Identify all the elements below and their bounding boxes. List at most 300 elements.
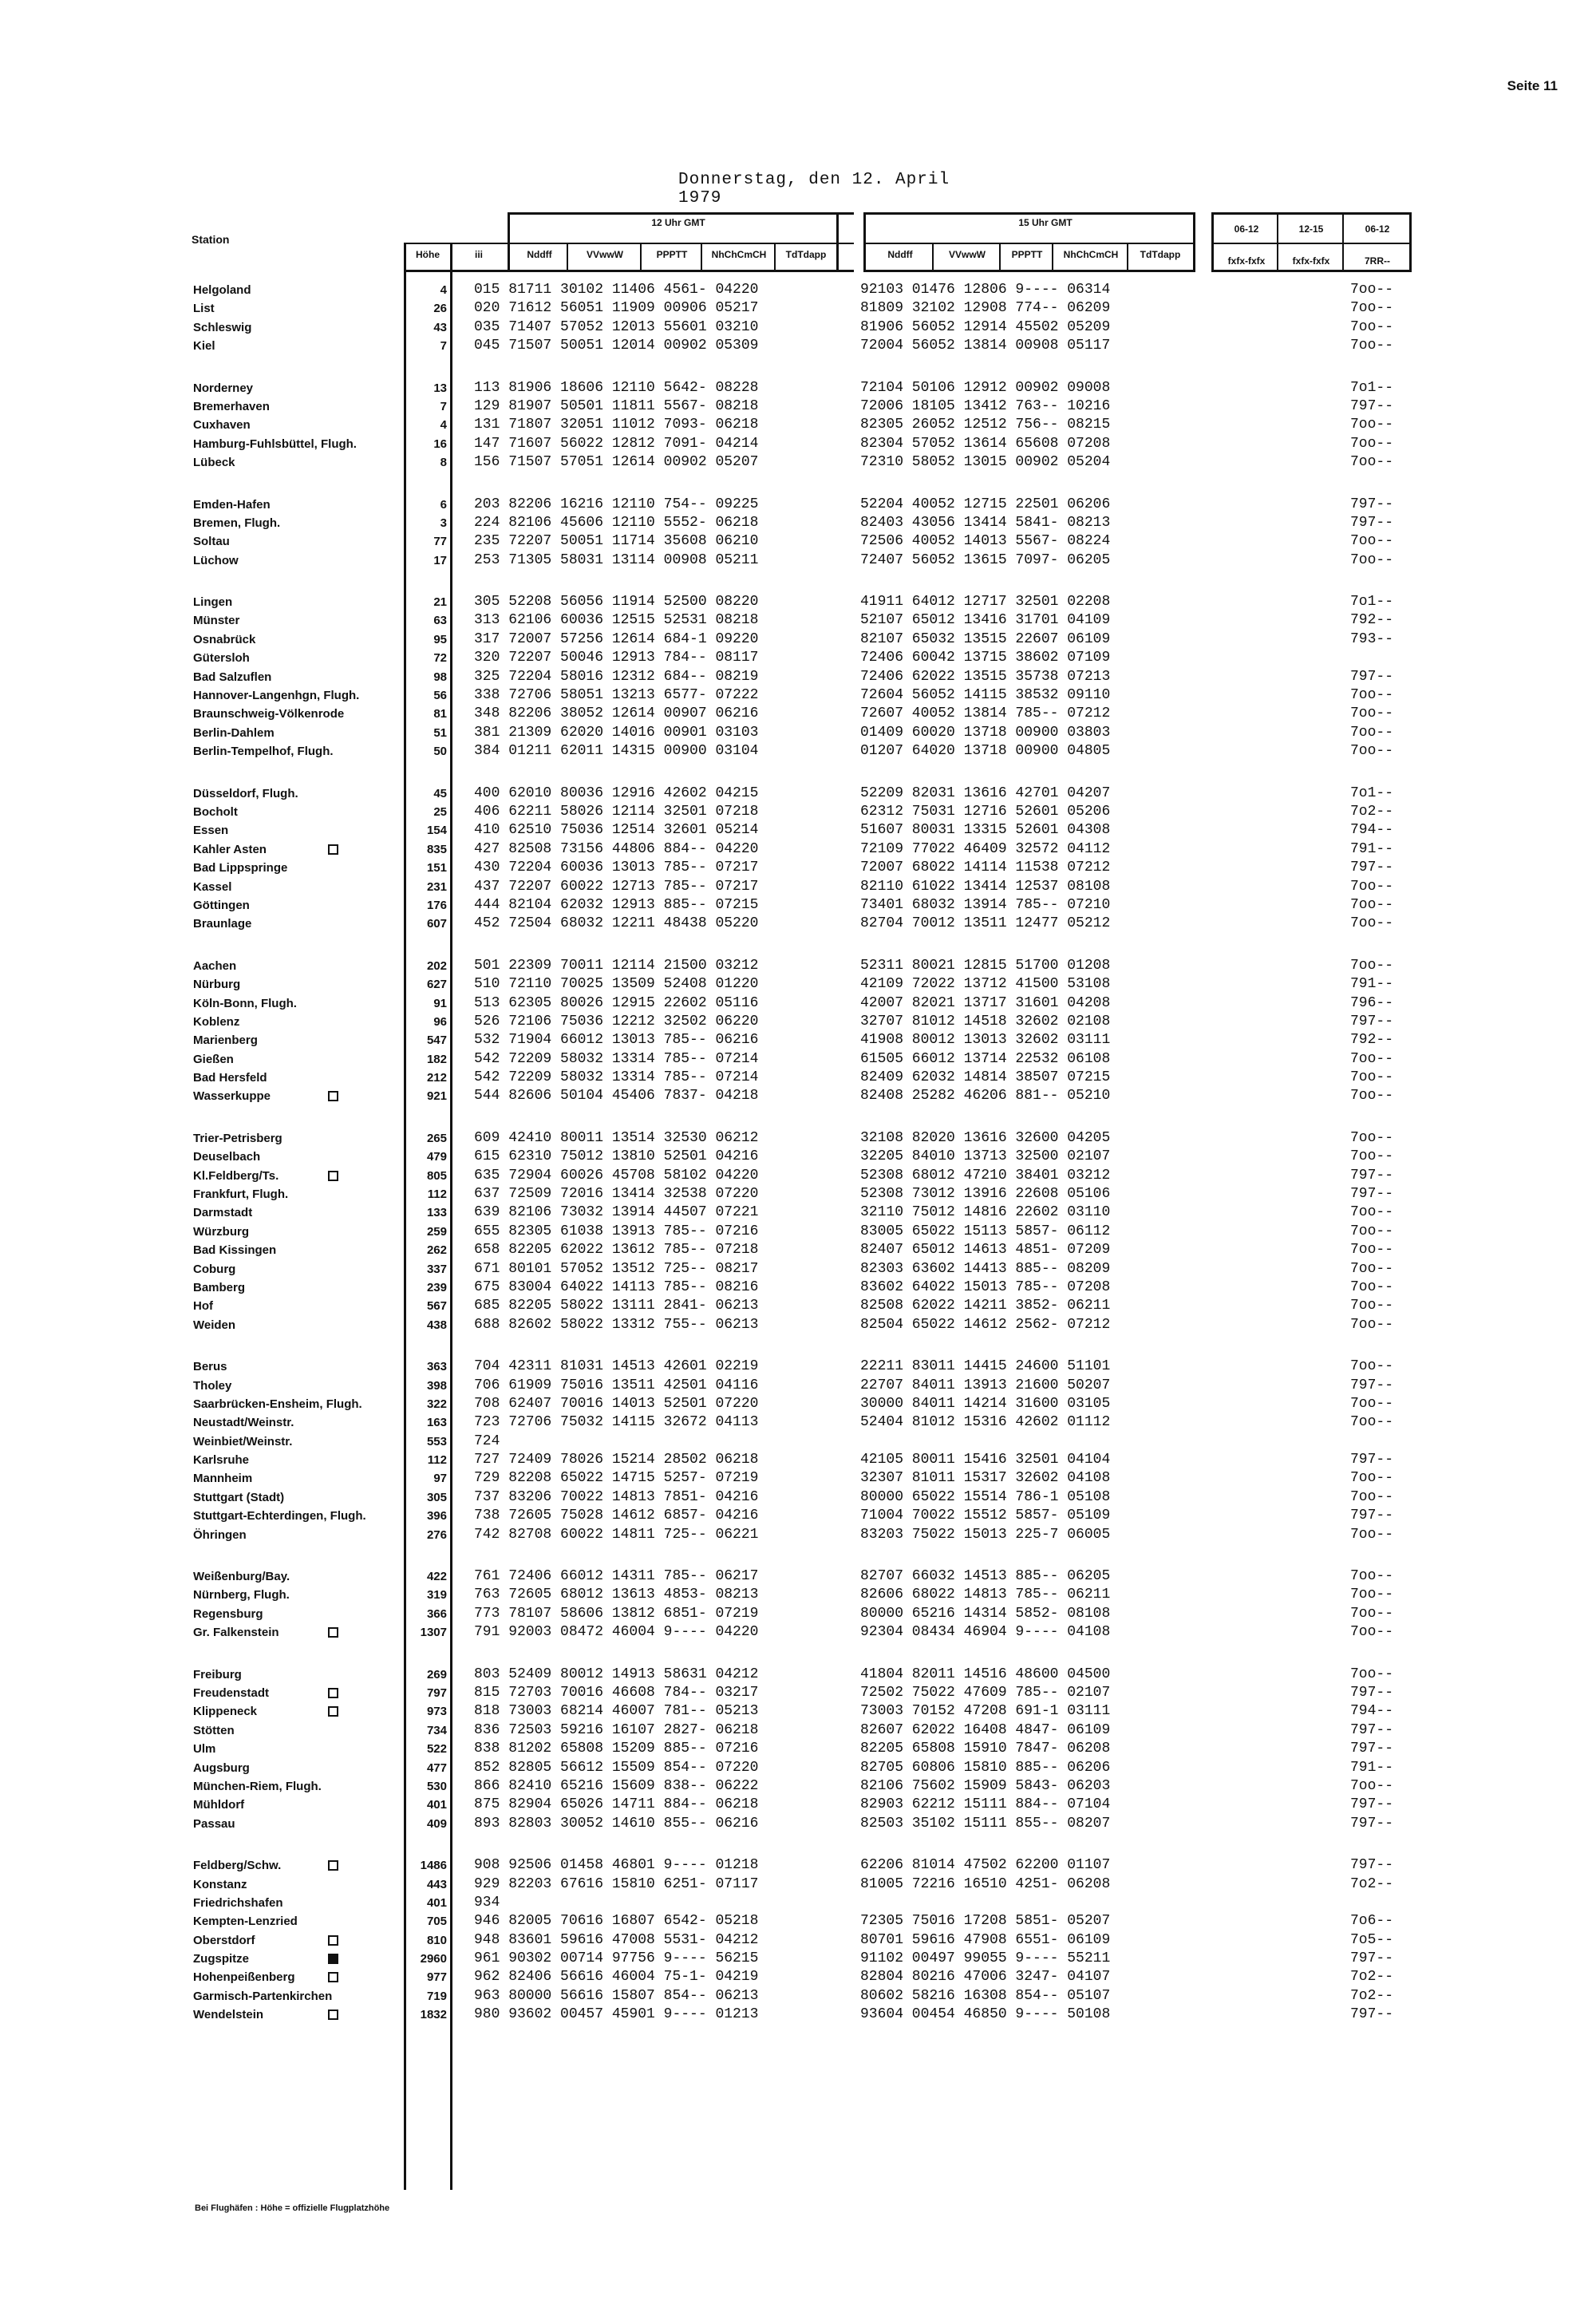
obs-15-utc: 82409 62032 14814 38507 07215 bbox=[860, 1069, 1111, 1086]
obs-12-utc: 946 82005 70616 16807 6542- 05218 bbox=[474, 1913, 759, 1930]
trend-code: 7oo-- bbox=[1350, 1526, 1394, 1543]
header-col: PPPTT bbox=[656, 249, 688, 260]
header-col: TdTdapp bbox=[785, 249, 827, 260]
obs-12-utc: 544 82606 50104 45406 7837- 04218 bbox=[474, 1088, 759, 1105]
obs-12-utc: 675 83004 64022 14113 785-- 08216 bbox=[474, 1278, 759, 1295]
trend-code: 7oo-- bbox=[1350, 282, 1394, 298]
rule-v bbox=[1193, 212, 1195, 272]
trend-code: 7oo-- bbox=[1350, 533, 1394, 550]
station-name: Berlin-Dahlem bbox=[193, 725, 275, 740]
trend-code: 794-- bbox=[1350, 822, 1394, 839]
station-hoehe: 97 bbox=[433, 1472, 447, 1486]
trend-code: 797-- bbox=[1350, 397, 1394, 414]
obs-12-utc: 015 81711 30102 11406 4561- 04220 bbox=[474, 282, 759, 298]
table-row bbox=[0, 1297, 1596, 1315]
rule-mid-12 bbox=[404, 243, 854, 244]
table-row bbox=[0, 379, 1596, 397]
station-name: Norderney bbox=[193, 381, 254, 395]
square-icon bbox=[328, 844, 338, 855]
table-row bbox=[0, 1316, 1596, 1334]
station-group bbox=[0, 281, 1596, 356]
obs-12-utc: 658 82205 62022 13612 785-- 07218 bbox=[474, 1242, 759, 1259]
trend-code: 7oo-- bbox=[1350, 687, 1394, 704]
header-col: VVwwW bbox=[948, 249, 986, 260]
station-name: Stuttgart (Stadt) bbox=[193, 1490, 285, 1504]
header-station: Station bbox=[192, 233, 230, 246]
station-name: Saarbrücken-Ensheim, Flugh. bbox=[193, 1397, 362, 1411]
station-name: Weinbiet/Weinstr. bbox=[193, 1434, 293, 1448]
station-hoehe: 17 bbox=[433, 553, 447, 567]
trend-code: 7oo-- bbox=[1350, 435, 1394, 452]
obs-12-utc: 203 82206 16216 12110 754-- 09225 bbox=[474, 496, 759, 512]
table-row bbox=[0, 1451, 1596, 1469]
station-name: Zugspitze bbox=[193, 1952, 249, 1966]
station-hoehe: 319 bbox=[426, 1588, 447, 1602]
station-hoehe: 1832 bbox=[420, 2008, 447, 2022]
station-name: Münster bbox=[193, 614, 240, 628]
table-row bbox=[0, 649, 1596, 667]
obs-15-utc: 72104 50106 12912 00902 09008 bbox=[860, 379, 1111, 396]
trend-code: 7oo-- bbox=[1350, 705, 1394, 722]
station-hoehe: 401 bbox=[426, 1798, 447, 1812]
obs-15-utc: 42109 72022 13712 41500 53108 bbox=[860, 976, 1111, 993]
station-name: Marienberg bbox=[193, 1033, 258, 1048]
table-row bbox=[0, 1031, 1596, 1049]
trend-code: 794-- bbox=[1350, 1703, 1394, 1720]
trend-code: 7o2-- bbox=[1350, 1987, 1394, 2004]
station-name: Oberstdorf bbox=[193, 1933, 255, 1947]
table-row bbox=[0, 915, 1596, 933]
obs-15-utc: 83203 75022 15013 225-7 06005 bbox=[860, 1526, 1111, 1543]
table-row bbox=[0, 821, 1596, 840]
obs-12-utc: 791 92003 08472 46004 9---- 04220 bbox=[474, 1624, 759, 1641]
station-hoehe: 705 bbox=[426, 1915, 447, 1929]
station-hoehe: 477 bbox=[426, 1761, 447, 1775]
trend-code: 7oo-- bbox=[1350, 1358, 1394, 1375]
station-hoehe: 239 bbox=[426, 1280, 447, 1294]
station-name: Lübeck bbox=[193, 456, 235, 470]
table-row bbox=[0, 1469, 1596, 1488]
trend-code: 7oo-- bbox=[1350, 1298, 1394, 1314]
rule-v bbox=[863, 212, 866, 272]
table-row bbox=[0, 630, 1596, 649]
header-hoehe: Höhe bbox=[416, 249, 440, 260]
rule-header-bottom-trend bbox=[1211, 270, 1411, 272]
station-name: Mühldorf bbox=[193, 1798, 245, 1812]
obs-12-utc: 338 72706 58051 13213 6577- 07222 bbox=[474, 687, 759, 704]
station-hoehe: 443 bbox=[426, 1877, 447, 1891]
obs-15-utc: 80000 65216 14314 5852- 08108 bbox=[860, 1605, 1111, 1622]
station-name: Kl.Feldberg/Ts. bbox=[193, 1168, 279, 1183]
station-hoehe: 51 bbox=[433, 725, 447, 740]
header-col: PPPTT bbox=[1011, 249, 1043, 260]
table-row bbox=[0, 1069, 1596, 1087]
table-row bbox=[0, 1167, 1596, 1185]
header-15-uhr-gmt: 15 Uhr GMT bbox=[1018, 217, 1073, 228]
station-name: Schleswig bbox=[193, 320, 252, 334]
obs-15-utc: 72109 77022 46409 32572 04112 bbox=[860, 840, 1111, 857]
station-hoehe: 6 bbox=[440, 497, 447, 512]
obs-15-utc: 82705 60806 15810 885-- 06206 bbox=[860, 1759, 1111, 1776]
obs-12-utc: 320 72207 50046 12913 784-- 08117 bbox=[474, 650, 759, 666]
obs-15-utc: 42007 82021 13717 31601 04208 bbox=[860, 994, 1111, 1011]
header-col: TdTdapp bbox=[1140, 249, 1181, 260]
rule-header-bottom-15 bbox=[863, 270, 1195, 272]
trend-code: 7oo-- bbox=[1350, 1069, 1394, 1086]
station-hoehe: 398 bbox=[426, 1378, 447, 1393]
rule-v bbox=[640, 243, 642, 272]
square-icon bbox=[328, 1935, 338, 1946]
table-row bbox=[0, 2006, 1596, 2024]
trend-code: 7oo-- bbox=[1350, 1605, 1394, 1622]
station-hoehe: 81 bbox=[433, 707, 447, 721]
station-name: Gießen bbox=[193, 1052, 234, 1066]
trend-code: 7oo-- bbox=[1350, 896, 1394, 913]
obs-12-utc: 253 71305 58031 13114 00908 05211 bbox=[474, 551, 759, 568]
table-row bbox=[0, 1968, 1596, 1986]
table-row bbox=[0, 435, 1596, 453]
station-name: Kassel bbox=[193, 879, 232, 894]
station-hoehe: 25 bbox=[433, 804, 447, 819]
station-name: Soltau bbox=[193, 535, 230, 549]
station-hoehe: 72 bbox=[433, 651, 447, 666]
obs-15-utc: 83005 65022 15113 5857- 06112 bbox=[860, 1223, 1111, 1239]
obs-15-utc: 93604 00454 46850 9---- 50108 bbox=[860, 2006, 1111, 2023]
table-row bbox=[0, 1623, 1596, 1642]
station-name: Wendelstein bbox=[193, 2008, 264, 2022]
table-row bbox=[0, 1931, 1596, 1950]
obs-12-utc: 035 71407 57052 12013 55601 03210 bbox=[474, 318, 759, 335]
station-hoehe: 77 bbox=[433, 535, 447, 549]
table-row bbox=[0, 281, 1596, 299]
trend-code: 7oo-- bbox=[1350, 1624, 1394, 1641]
rule-mid-15 bbox=[863, 243, 1195, 244]
station-name: München-Riem, Flugh. bbox=[193, 1779, 322, 1793]
station-name: Öhringen bbox=[193, 1527, 247, 1542]
obs-12-utc: 131 71807 32051 11012 7093- 06218 bbox=[474, 417, 759, 433]
station-group bbox=[0, 1129, 1596, 1334]
trend-code: 797-- bbox=[1350, 1721, 1394, 1738]
station-hoehe: 45 bbox=[433, 786, 447, 800]
obs-15-utc: 72407 56052 13615 7097- 06205 bbox=[860, 551, 1111, 568]
rule-v bbox=[701, 243, 702, 272]
table-row bbox=[0, 1357, 1596, 1376]
station-group bbox=[0, 1856, 1596, 2025]
obs-12-utc: 729 82208 65022 14715 5257- 07219 bbox=[474, 1470, 759, 1487]
station-name: Passau bbox=[193, 1816, 235, 1831]
station-name: Berlin-Tempelhof, Flugh. bbox=[193, 745, 334, 759]
station-hoehe: 4 bbox=[440, 283, 447, 297]
table-row bbox=[0, 1488, 1596, 1507]
trend-code: 7oo-- bbox=[1350, 1148, 1394, 1165]
table-row bbox=[0, 686, 1596, 705]
obs-12-utc: 866 82410 65216 15609 838-- 06222 bbox=[474, 1777, 759, 1794]
station-hoehe: 4 bbox=[440, 418, 447, 433]
obs-12-utc: 836 72503 59216 16107 2827- 06218 bbox=[474, 1721, 759, 1738]
station-hoehe: 1307 bbox=[420, 1626, 447, 1640]
square-icon bbox=[328, 1860, 338, 1871]
station-hoehe: 259 bbox=[426, 1224, 447, 1239]
obs-12-utc: 437 72207 60022 12713 785-- 07217 bbox=[474, 878, 759, 895]
obs-12-utc: 615 62310 75012 13810 52501 04216 bbox=[474, 1148, 759, 1165]
station-hoehe: 797 bbox=[426, 1686, 447, 1700]
station-name: Augsburg bbox=[193, 1761, 250, 1775]
station-hoehe: 607 bbox=[426, 917, 447, 931]
station-hoehe: 163 bbox=[426, 1416, 447, 1430]
obs-12-utc: 929 82203 67616 15810 6251- 07117 bbox=[474, 1875, 759, 1892]
table-row bbox=[0, 416, 1596, 434]
station-group bbox=[0, 784, 1596, 934]
station-hoehe: 3 bbox=[440, 516, 447, 530]
obs-12-utc: 761 72406 66012 14311 785-- 06217 bbox=[474, 1568, 759, 1585]
trend-code: 7oo-- bbox=[1350, 417, 1394, 433]
header-col: NhChCmCH bbox=[711, 249, 767, 260]
obs-15-utc: 82704 70012 13511 12477 05212 bbox=[860, 915, 1111, 932]
header-sub-1: fxfx-fxfx bbox=[1227, 255, 1266, 267]
rule-v bbox=[1211, 212, 1214, 272]
table-row bbox=[0, 1796, 1596, 1814]
station-name: Freudenstadt bbox=[193, 1686, 270, 1700]
trend-code: 7o2-- bbox=[1350, 803, 1394, 820]
obs-12-utc: 737 83206 70022 14813 7851- 04216 bbox=[474, 1488, 759, 1505]
table-row bbox=[0, 957, 1596, 975]
trend-code: 797-- bbox=[1350, 668, 1394, 685]
trend-code: 797-- bbox=[1350, 1377, 1394, 1393]
obs-15-utc: 72310 58052 13015 00902 05204 bbox=[860, 454, 1111, 471]
obs-15-utc: 52404 81012 15316 42602 01112 bbox=[860, 1414, 1111, 1431]
trend-code: 7oo-- bbox=[1350, 1488, 1394, 1505]
trend-code: 797-- bbox=[1350, 1685, 1394, 1701]
obs-15-utc: 52209 82031 13616 42701 04207 bbox=[860, 784, 1111, 801]
obs-15-utc: 92304 08434 46904 9---- 04108 bbox=[860, 1624, 1111, 1641]
station-hoehe: 401 bbox=[426, 1895, 447, 1910]
obs-15-utc: 72502 75022 47609 785-- 02107 bbox=[860, 1685, 1111, 1701]
trend-code: 7o1-- bbox=[1350, 379, 1394, 396]
trend-code: 7oo-- bbox=[1350, 915, 1394, 932]
rule-v bbox=[1277, 212, 1278, 272]
station-hoehe: 231 bbox=[426, 879, 447, 894]
obs-12-utc: 113 81906 18606 12110 5642- 08228 bbox=[474, 379, 759, 396]
obs-12-utc: 635 72904 60026 45708 58102 04220 bbox=[474, 1167, 759, 1184]
station-hoehe: 265 bbox=[426, 1131, 447, 1145]
trend-code: 797-- bbox=[1350, 1013, 1394, 1029]
trend-code: 791-- bbox=[1350, 1759, 1394, 1776]
trend-code: 797-- bbox=[1350, 1508, 1394, 1524]
table-row bbox=[0, 1129, 1596, 1148]
obs-12-utc: 381 21309 62020 14016 00901 03103 bbox=[474, 724, 759, 741]
table-row bbox=[0, 593, 1596, 611]
table-row bbox=[0, 1586, 1596, 1604]
obs-12-utc: 313 62106 60036 12515 52531 08218 bbox=[474, 612, 759, 629]
obs-15-utc: 30000 84011 14214 31600 03105 bbox=[860, 1395, 1111, 1412]
obs-15-utc: 91102 00497 99055 9---- 55211 bbox=[860, 1950, 1111, 1967]
table-row bbox=[0, 1526, 1596, 1544]
trend-code: 797-- bbox=[1350, 1796, 1394, 1813]
trend-code: 7o6-- bbox=[1350, 1913, 1394, 1930]
trend-code: 7oo-- bbox=[1350, 1568, 1394, 1585]
square-icon bbox=[328, 1171, 338, 1181]
obs-15-utc: 83602 64022 15013 785-- 07208 bbox=[860, 1278, 1111, 1295]
header-range-1: 06-12 bbox=[1234, 223, 1259, 235]
station-name: Bad Hersfeld bbox=[193, 1071, 267, 1085]
table-row bbox=[0, 397, 1596, 416]
trend-code: 7oo-- bbox=[1350, 1242, 1394, 1259]
obs-15-utc: 52311 80021 12815 51700 01208 bbox=[860, 957, 1111, 974]
trend-code: 7o5-- bbox=[1350, 1931, 1394, 1948]
trend-code: 7o1-- bbox=[1350, 784, 1394, 801]
trend-code: 797-- bbox=[1350, 496, 1394, 512]
trend-code: 791-- bbox=[1350, 840, 1394, 857]
station-hoehe: 366 bbox=[426, 1606, 447, 1621]
obs-15-utc: 72506 40052 14013 5567- 08224 bbox=[860, 533, 1111, 550]
obs-15-utc: 52308 73012 13916 22608 05106 bbox=[860, 1186, 1111, 1203]
obs-12-utc: 738 72605 75028 14612 6857- 04216 bbox=[474, 1508, 759, 1524]
station-hoehe: 422 bbox=[426, 1570, 447, 1584]
header-col: Nddff bbox=[887, 249, 913, 260]
station-hoehe: 182 bbox=[426, 1052, 447, 1066]
square-icon bbox=[328, 1706, 338, 1717]
table-row bbox=[0, 742, 1596, 761]
obs-12-utc: 708 62407 70016 14013 52501 07220 bbox=[474, 1395, 759, 1412]
obs-12-utc: 020 71612 56051 11909 00906 05217 bbox=[474, 300, 759, 317]
station-hoehe: 56 bbox=[433, 689, 447, 703]
station-hoehe: 95 bbox=[433, 632, 447, 646]
station-name: Gr. Falkenstein bbox=[193, 1626, 279, 1640]
station-name: Mannheim bbox=[193, 1472, 253, 1486]
station-hoehe: 13 bbox=[433, 381, 447, 395]
trend-code: 792-- bbox=[1350, 1032, 1394, 1049]
obs-12-utc: 723 72706 75032 14115 32672 04113 bbox=[474, 1414, 759, 1431]
station-name: Essen bbox=[193, 824, 229, 838]
obs-12-utc: 852 82805 56612 15509 854-- 07220 bbox=[474, 1759, 759, 1776]
obs-12-utc: 893 82803 30052 14610 855-- 06216 bbox=[474, 1815, 759, 1832]
table-row bbox=[0, 803, 1596, 821]
obs-12-utc: 815 72703 70016 46608 784-- 03217 bbox=[474, 1685, 759, 1701]
trend-code: 7oo-- bbox=[1350, 1395, 1394, 1412]
trend-code: 7oo-- bbox=[1350, 1088, 1394, 1105]
station-hoehe: 734 bbox=[426, 1723, 447, 1737]
station-hoehe: 276 bbox=[426, 1527, 447, 1542]
table-row bbox=[0, 318, 1596, 337]
obs-12-utc: 875 82904 65026 14711 884-- 06218 bbox=[474, 1796, 759, 1813]
station-name: Gütersloh bbox=[193, 651, 250, 666]
trend-code: 797-- bbox=[1350, 1950, 1394, 1967]
trend-code: 7oo-- bbox=[1350, 1777, 1394, 1794]
obs-15-utc: 82403 43056 13414 5841- 08213 bbox=[860, 514, 1111, 531]
obs-12-utc: 317 72007 57256 12614 684-1 09220 bbox=[474, 630, 759, 647]
obs-15-utc: 41908 80012 13013 32602 03111 bbox=[860, 1032, 1111, 1049]
table-row bbox=[0, 975, 1596, 994]
table-row bbox=[0, 1413, 1596, 1432]
rule-v bbox=[1127, 243, 1128, 272]
obs-12-utc: 962 82406 56616 46004 75-1- 04219 bbox=[474, 1969, 759, 1986]
obs-12-utc: 156 71507 57051 12614 00902 05207 bbox=[474, 454, 759, 471]
station-name: Stötten bbox=[193, 1723, 235, 1737]
trend-code: 797-- bbox=[1350, 1452, 1394, 1468]
table-row bbox=[0, 1203, 1596, 1222]
station-name: Braunlage bbox=[193, 917, 252, 931]
obs-15-utc: 72406 60042 13715 38602 07109 bbox=[860, 650, 1111, 666]
obs-15-utc: 82503 35102 15111 855-- 08207 bbox=[860, 1815, 1111, 1832]
trend-code: 7oo-- bbox=[1350, 1278, 1394, 1295]
obs-15-utc: 80000 65022 15514 786-1 05108 bbox=[860, 1488, 1111, 1505]
trend-code: 797-- bbox=[1350, 1167, 1394, 1184]
station-hoehe: 16 bbox=[433, 437, 447, 451]
rule-v bbox=[508, 212, 510, 272]
station-hoehe: 43 bbox=[433, 320, 447, 334]
obs-15-utc: 32707 81012 14518 32602 02108 bbox=[860, 1013, 1111, 1029]
station-name: Kempten-Lenzried bbox=[193, 1915, 298, 1929]
trend-code: 796-- bbox=[1350, 994, 1394, 1011]
obs-15-utc: 22707 84011 13913 21600 50207 bbox=[860, 1377, 1111, 1393]
obs-15-utc: 32110 75012 14816 22602 03110 bbox=[860, 1204, 1111, 1221]
obs-12-utc: 724 bbox=[474, 1433, 500, 1449]
obs-12-utc: 400 62010 80036 12916 42602 04215 bbox=[474, 784, 759, 801]
station-group bbox=[0, 957, 1596, 1106]
obs-15-utc: 01207 64020 13718 00900 04805 bbox=[860, 743, 1111, 760]
station-name: Cuxhaven bbox=[193, 418, 251, 433]
table-row bbox=[0, 1684, 1596, 1702]
obs-15-utc: 72007 68022 14114 11538 07212 bbox=[860, 860, 1111, 876]
station-name: Freiburg bbox=[193, 1667, 242, 1682]
station-name: Weiden bbox=[193, 1318, 236, 1332]
station-hoehe: 409 bbox=[426, 1816, 447, 1831]
obs-15-utc: 82504 65022 14612 2562- 07212 bbox=[860, 1316, 1111, 1333]
obs-15-utc: 82408 25282 46206 881-- 05210 bbox=[860, 1088, 1111, 1105]
station-hoehe: 1486 bbox=[420, 1859, 447, 1873]
station-hoehe: 567 bbox=[426, 1299, 447, 1314]
header-range-3: 06-12 bbox=[1365, 223, 1390, 235]
station-hoehe: 363 bbox=[426, 1360, 447, 1374]
obs-12-utc: 325 72204 58016 12312 684-- 08219 bbox=[474, 668, 759, 685]
obs-12-utc: 685 82205 58022 13111 2841- 06213 bbox=[474, 1298, 759, 1314]
trend-code: 797-- bbox=[1350, 2006, 1394, 2023]
station-hoehe: 977 bbox=[426, 1970, 447, 1985]
trend-code: 797-- bbox=[1350, 1857, 1394, 1874]
station-hoehe: 112 bbox=[427, 1188, 447, 1202]
station-hoehe: 154 bbox=[426, 824, 447, 838]
obs-12-utc: 908 92506 01458 46801 9---- 01218 bbox=[474, 1857, 759, 1874]
table-row bbox=[0, 532, 1596, 551]
station-name: Kahler Asten bbox=[193, 842, 267, 856]
table-row bbox=[0, 1987, 1596, 2006]
station-hoehe: 7 bbox=[440, 399, 447, 413]
table-row bbox=[0, 1894, 1596, 1912]
table-row bbox=[0, 840, 1596, 859]
table-row bbox=[0, 1507, 1596, 1525]
station-group bbox=[0, 593, 1596, 761]
square-icon bbox=[328, 1091, 338, 1101]
obs-12-utc: 513 62305 80026 12915 22602 05116 bbox=[474, 994, 759, 1011]
station-name: Weißenburg/Bay. bbox=[193, 1570, 290, 1584]
station-name: Garmisch-Partenkirchen bbox=[193, 1989, 333, 2003]
obs-12-utc: 430 72204 60036 13013 785-- 07217 bbox=[474, 860, 759, 876]
station-hoehe: 627 bbox=[426, 978, 447, 992]
obs-15-utc: 92103 01476 12806 9---- 06314 bbox=[860, 282, 1111, 298]
rule-header-bottom-12 bbox=[404, 270, 854, 272]
table-row bbox=[0, 496, 1596, 514]
table-row bbox=[0, 705, 1596, 723]
station-hoehe: 269 bbox=[426, 1667, 447, 1682]
trend-code: 7oo-- bbox=[1350, 1414, 1394, 1431]
station-hoehe: 212 bbox=[426, 1071, 447, 1085]
square-icon bbox=[328, 2010, 338, 2020]
header-iii: iii bbox=[474, 249, 483, 260]
header-sub-2: fxfx-fxfx bbox=[1292, 255, 1330, 267]
trend-code: 7oo-- bbox=[1350, 724, 1394, 741]
table-row bbox=[0, 1740, 1596, 1758]
table-row bbox=[0, 1815, 1596, 1833]
